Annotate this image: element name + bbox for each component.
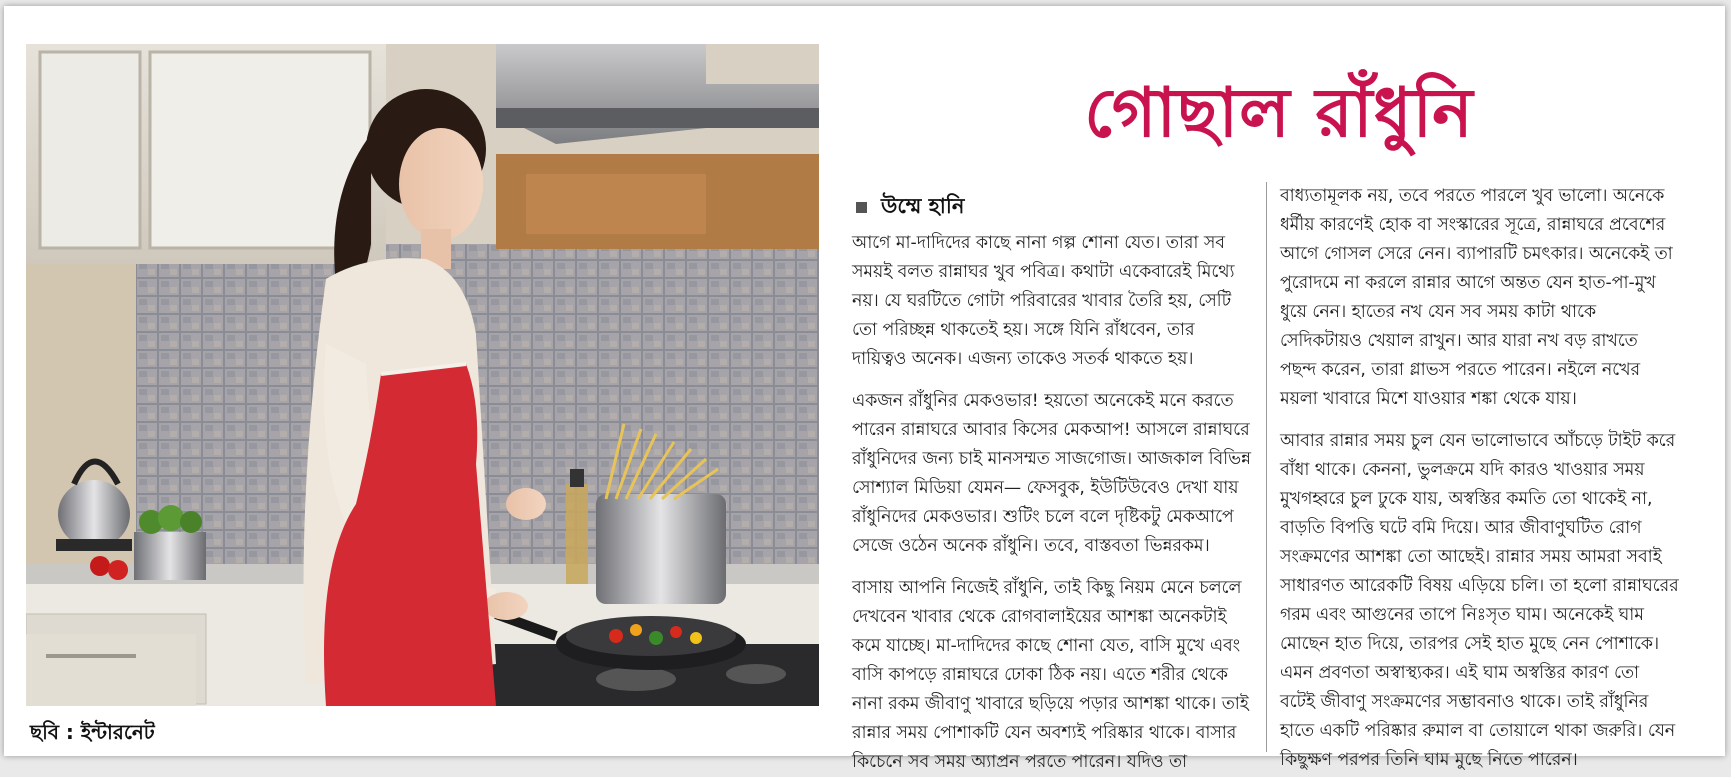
text-line: বাঁধা থাকে। কেননা, ভুলক্রমে যদি কারও খাওয়ার সময়	[1280, 460, 1645, 480]
text-line: নয়। যে ঘরটিতে গোটা পরিবারের খাবার তৈরি হয়, সেটি	[852, 291, 1232, 311]
text-line: ময়লা খাবারে মিশে যাওয়ার শঙ্কা থেকে যায়।	[1280, 389, 1577, 409]
kitchen-photo	[26, 44, 819, 706]
text-line: পছন্দ করেন, তারা গ্লাভস পরতে পারেন। নইলে নখের	[1280, 360, 1640, 380]
column-divider	[1266, 182, 1267, 752]
text-line: এমন প্রবণতা অস্বাস্থ্যকর। এই ঘাম অস্বস্তির কারণ তো	[1280, 663, 1639, 683]
text-line: নানা রকম জীবাণু খাবারে ছড়িয়ে পড়ার আশঙ্কা থাকে। তাই	[852, 694, 1249, 714]
article-column-2	[1280, 182, 1700, 775]
text-line: রাঁধুনিদের মেকওভার। শুটিং চলে বলে দৃষ্টিকটু মেকআপে	[852, 507, 1234, 527]
text-line: পুরোদমে না করলে রান্নার আগে অন্তত যেন হাত-পা-মুখ	[1280, 273, 1656, 293]
text-line: বাসায় আপনি নিজেই রাঁধুনি, তাই কিছু নিয়ম মেনে চললে	[852, 578, 1242, 598]
text-line: আগে গোসল সেরে নেন। ব্যাপারটি চমৎকার। অনেকেই তা	[1280, 244, 1673, 264]
article-column-1	[852, 229, 1254, 777]
text-line: কিছুক্ষণ পরপর তিনি ঘাম মুছে নিতে পারেন।	[1280, 750, 1578, 770]
text-line: সেজে ওঠেন অনেক রাঁধুনি। তবে, বাস্তবতা ভিন্নরকম।	[852, 536, 1210, 556]
text-line: ধুয়ে নেন। হাতের নখ যেন সব সময় কাটা থাকে	[1280, 302, 1597, 322]
text-line: কমে যাচ্ছে। মা-দাদিদের কাছে শোনা যেত, বাসি মুখে এবং	[852, 636, 1241, 656]
text-line: কিচেনে সব সময় অ্যাপ্রন পরতে পারেন। যদিও তা	[852, 752, 1187, 772]
text-line: দায়িত্বও অনেক। এজন্য তাকেও সতর্ক থাকতে হয়।	[852, 349, 1194, 369]
text-line: তো পরিচ্ছন্ন থাকতেই হয়। সঙ্গে যিনি রাঁধবেন, তার	[852, 320, 1195, 340]
text-line: একজন রাঁধুনির মেকওভার! হয়তো অনেকেই মনে করতে	[852, 391, 1234, 411]
text-line: হাতে একটি পরিষ্কার রুমাল বা তোয়ালে থাকা জরুরি। যেন	[1280, 721, 1676, 741]
headline: গোছাল রাঁধুনি	[1084, 74, 1474, 153]
author-name: উম্মে হানি	[881, 194, 965, 218]
photo-caption: ছবি : ইন্টারনেট	[30, 720, 155, 744]
text-line: দেখবেন খাবার থেকে রোগবালাইয়ের আশঙ্কা অনেকটাই	[852, 607, 1227, 627]
woman-cooking-image	[26, 44, 819, 706]
text-line: বাসি কাপড়ে রান্নাঘরে ঢোকা ঠিক নয়। এতে শরীর থেকে	[852, 665, 1228, 685]
text-line: আবার রান্নার সময় চুল যেন ভালোভাবে আঁচড়ে টাইট করে	[1280, 431, 1676, 451]
text-line: সেদিকটায়ও খেয়াল রাখুন। আর যারা নখ বড় রাখতে	[1280, 331, 1638, 351]
text-line: সোশ্যাল মিডিয়া যেমন— ফেসবুক, ইউটিউবেও দেখা যায়	[852, 478, 1239, 498]
text-line: রান্নার সময় পোশাকটি যেন অবশ্যই পরিষ্কার থাকে। বাসার	[852, 723, 1237, 743]
text-line: বাড়তি বিপত্তি ঘটে বমি দিয়ে। আর জীবাণুঘটিত রোগ	[1280, 518, 1642, 538]
text-line: মোছেন হাত দিয়ে, তারপর সেই হাত মুছে নেন পোশাকে।	[1280, 634, 1660, 654]
newspaper-page	[4, 6, 1725, 772]
text-line: বাধ্যতামূলক নয়, তবে পরতে পারলে খুব ভালো। অনেকে	[1280, 186, 1665, 206]
text-line: রাঁধুনিদের জন্য চাই মানসম্মত সাজগোজ। আজকাল বিভিন্ন	[852, 449, 1251, 469]
byline	[856, 190, 964, 225]
text-line: সময়ই বলত রান্নাঘর খুব পবিত্র। কথাটা একেবারেই মিথ্যে	[852, 262, 1235, 282]
text-line: ধর্মীয় কারণেই হোক বা সংস্কারের সূত্রে, রান্নাঘরে প্রবেশের	[1280, 215, 1666, 235]
byline-square-icon	[856, 202, 867, 213]
text-line: মুখগহ্বরে চুল ঢুকে যায়, অস্বস্তির কমতি তো থাকেই না,	[1280, 489, 1653, 509]
text-line: গরম এবং আগুনের তাপে নিঃসৃত ঘাম। অনেকেই ঘাম	[1280, 605, 1644, 625]
text-line: সাধারণত আরেকটি বিষয় এড়িয়ে চলি। তা হলো রান্নাঘরের	[1280, 576, 1679, 596]
text-line: পারেন রান্নাঘরে আবার কিসের মেকআপ! আসলে রান্নাঘরে	[852, 420, 1250, 440]
text-line: সংক্রমণের আশঙ্কা তো আছেই। রান্নার সময় আমরা সবাই	[1280, 547, 1662, 567]
text-line: আগে মা-দাদিদের কাছে নানা গল্প শোনা যেত। তারা সব	[852, 233, 1225, 253]
text-line: বটেই জীবাণু সংক্রমণের সম্ভাবনাও থাকে। তাই রাঁধুনির	[1280, 692, 1649, 712]
